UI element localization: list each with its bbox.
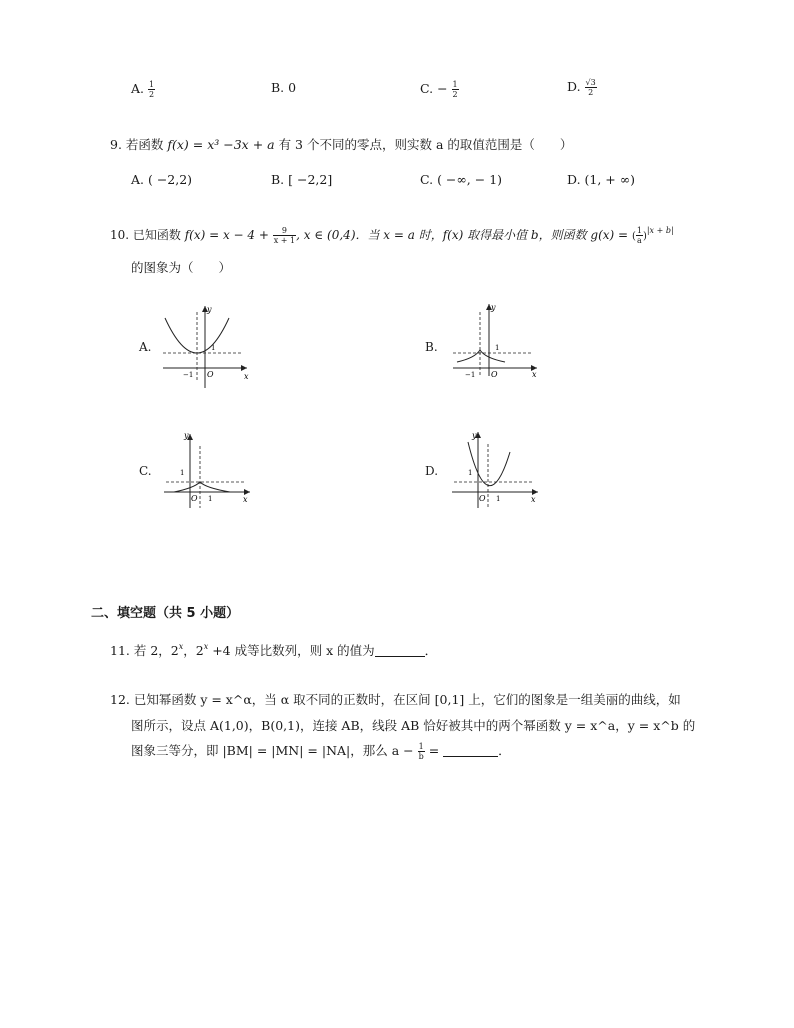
q10-exponent: |x + b| [646, 226, 674, 235]
q12-answer-blank[interactable] [443, 744, 498, 757]
graph-c-pos-one: 1 [208, 495, 213, 503]
graph-c-y-label: y [184, 431, 189, 440]
q8-option-d: D. $\frac{√3}{2}$ [567, 78, 596, 97]
q9-option-c: C. ( −∞, − 1) [420, 172, 503, 187]
graph-c-curve [174, 482, 230, 492]
q8-option-b: B. 0 [271, 80, 297, 95]
graph-a-y-label: y [207, 305, 212, 314]
question-11: 11. 若 2，2$^x$，$2^x +4$ 成等比数列，则 x 的值为 ． [110, 642, 438, 658]
graph-c-label: C. [139, 464, 152, 478]
q8-option-d-fraction: $\frac{√3}{2}$ [585, 78, 596, 97]
question-9: 9. 若函数 f(x) = x³ −3x + a 有 3 个不同的零点，则实数 a 的取值范围是（ ） [110, 137, 573, 152]
question-10: 10. 已知函数 f(x) = x − 4 + $\frac{9}{x + 1}$ , x ∈ (0,4)．当 x = a 时，f(x) 取得最小值 b，则函数 g(x) = ( $\frac{1}{a}$ )$^{|x + b|}$ [110, 226, 674, 245]
graph-b-x-label: x [532, 370, 537, 379]
graph-b-neg-one: −1 [465, 371, 476, 379]
q10-line2: 的图象为（ ） [131, 260, 232, 275]
graph-a-origin: O [207, 370, 214, 379]
graph-a-neg-one: −1 [183, 371, 194, 379]
q10-fraction: $\frac{9}{x + 1}$ [273, 226, 296, 245]
q8-option-a: A. $\frac{1}{2}$ [131, 80, 155, 99]
q11-answer-blank[interactable] [375, 644, 425, 657]
graph-b-label: B. [425, 340, 438, 354]
q12-fraction: $\frac{1}{b}$ [418, 742, 424, 761]
graph-d-pos-one: 1 [496, 495, 501, 503]
q9-option-b: B. [ −2,2] [271, 172, 333, 187]
graph-c-x-label: x [243, 495, 248, 504]
graph-a-label: A. [139, 340, 152, 354]
section-title: 二、填空题（共 5 小题） [91, 606, 240, 621]
q9-option-d: D. (1, + ∞) [567, 172, 636, 187]
q10-base-fraction: $\frac{1}{a}$ [636, 226, 642, 245]
graph-a-x-arrow [241, 365, 247, 371]
question-12-line2: 图所示，设点 A(1,0)，B(0,1)，连接 AB，线段 AB 恰好被其中的两个幂函数 y = x^a，y = x^b 的 [131, 718, 696, 733]
graph-b-y-label: y [491, 303, 496, 312]
graph-c-origin: O [191, 494, 198, 503]
question-12-line3: 图象三等分，即 |BM| = |MN| = |NA|，那么 a − $\frac{1}{b}$ = ． [131, 742, 511, 761]
graph-b-origin: O [491, 370, 498, 379]
question-12-line1: 12. 已知幂函数 y = x^α，当 α 取不同的正数时，在区间 [0,1] 上，它们的图象是一组美丽的曲线，如 [110, 692, 681, 707]
graph-d-one: 1 [468, 469, 473, 477]
graph-d-curve [468, 442, 510, 486]
graph-a-one: 1 [211, 344, 216, 352]
graph-d-label: D. [425, 464, 439, 478]
graph-a-x-label: x [244, 372, 249, 381]
graph-d-x-label: x [531, 495, 536, 504]
graph-b [445, 300, 545, 380]
graph-a [155, 300, 255, 392]
q9-function: f(x) = x³ −3x + a [167, 137, 275, 152]
graph-c-one: 1 [180, 469, 185, 477]
graph-d-y-label: y [472, 431, 477, 440]
q8-option-c-fraction: $\frac{1}{2}$ [452, 80, 458, 99]
q8-option-a-fraction: $\frac{1}{2}$ [149, 80, 155, 99]
graph-d-origin: O [479, 494, 486, 503]
graph-d [448, 428, 544, 510]
graph-b-one: 1 [495, 344, 500, 352]
q8-option-c: C. − $\frac{1}{2}$ [420, 80, 458, 99]
graph-c [160, 428, 256, 510]
q9-option-a: A. ( −2,2) [131, 172, 193, 187]
